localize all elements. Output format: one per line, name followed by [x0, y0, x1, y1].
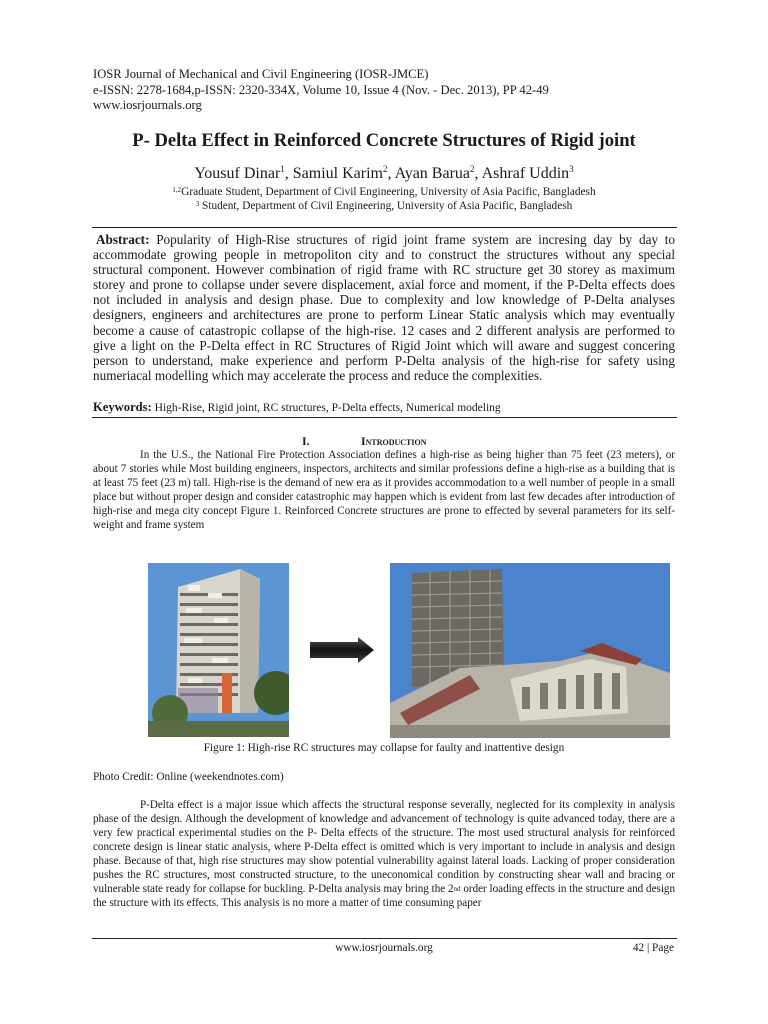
- photo-credit: Photo Credit: Online (weekendnotes.com): [93, 771, 284, 783]
- ordinal-sup: nd: [453, 885, 461, 893]
- author-name: Ayan Barua: [394, 165, 470, 182]
- paragraph-text-cont: order loading effects in the structure and design the structure with its effects. This analysis is no more a matter of time consuming paper: [93, 883, 675, 909]
- right-arrow-icon: [310, 637, 374, 663]
- author-sup: 3: [569, 164, 574, 174]
- affiliation-sup: 1,2: [172, 186, 182, 194]
- collapsed-building-illustration: [390, 563, 670, 738]
- paragraph-text: P-Delta effect is a major issue which affects the structural response severally, neglected for its complexity in analysis phase of the design. Although the development of knowledge and advancement of technology is quite advanced today, there are a very few practical experimental studies on the P- Delta effects of the structure. The most used structural analysis for reinforced concrete design is linear static analysis, where P-Delta effect is omitted which is very important to include in analysis and design phase. Because of that, high rise structures may show potential vulnerability against lateral loads. Lacking of proper consideration pushes the RC structures, most constructed structure, to the uneconomical condition by constructing shear wall and bracing or vulnerable state ready for collapse for buckling. P-Delta analysis may bring the 2: [93, 799, 675, 895]
- keywords-text: High-Rise, Rigid joint, RC structures, P-Delta effects, Numerical modeling: [151, 402, 501, 414]
- author-sep: ,: [284, 165, 293, 182]
- author-name: Samiul Karim: [292, 165, 383, 182]
- figure-1: [0, 563, 768, 740]
- abstract: [93, 232, 675, 383]
- figure-caption: Figure 1: High-rise RC structures may collapse for faulty and inattentive design: [203, 742, 565, 754]
- keywords: [93, 400, 675, 415]
- intro-paragraph: In the U.S., the National Fire Protection Association defines a high-rise as being higher than 75 feet (23 meters), or about 7 stories while Most building engineers, inspectors, architects and similar professions define a high-rise as a building that is at least 75 feet (23 m) tall. High-rise is the demand of new era as it provides accommodation to a well number of people in a small place but without proper design and consider catastrophic may happen which is evident from last few decades after introduction of high-rise and mega city concept Figure 1. Reinforced Concrete structures are prone to effected by several parameters for its self-weight and frame system: [93, 449, 675, 531]
- journal-issn: e-ISSN: 2278-1684,p-ISSN: 2320-334X, Volume 10, Issue 4 (Nov. - Dec. 2013), PP 42-49: [93, 82, 549, 97]
- paper-title: P- Delta Effect in Reinforced Concrete Structures of Rigid joint: [132, 130, 636, 151]
- body-paragraph: [93, 798, 675, 910]
- keywords-label: Keywords:: [93, 400, 152, 414]
- journal-header: [93, 67, 693, 114]
- section-number: I.: [302, 434, 310, 448]
- author-list: [0, 165, 768, 183]
- journal-url: www.iosrjournals.org: [93, 98, 202, 112]
- author-sep: ,: [474, 165, 482, 182]
- collapsed-building-photo: [390, 563, 670, 738]
- footer-url: www.iosrjournals.org: [335, 942, 433, 954]
- section-title: Introduction: [361, 434, 427, 448]
- author-name: Yousuf Dinar: [194, 165, 281, 182]
- highrise-building-photo: [148, 563, 289, 737]
- affiliation-text: Student, Department of Civil Engineering, University of Asia Pacific, Bangladesh: [199, 200, 573, 212]
- author-name: Ashraf Uddin: [481, 165, 570, 182]
- highrise-building-illustration: [148, 563, 289, 737]
- abstract-text: Popularity of High-Rise structures of rigid joint frame system are incresing day by day to accommodate growing people in metropoliton city and to construct the structures without any special structural component. However combination of rigid frame with RC structure get 30 storey as maximum storey and prone to collapse under severe displacement, axial force and moment, if the P-Delta effects does not included in analysis and design phase. Due to complexity and low knowledge of P-Delta analyses designers, engineers and architectures are prone to perform Linear Static analysis which may eventually become a cause of catastropic collapse of the high-rise. 12 cases and 2 different analysis are performed to give a light on the P-Delta effect in RC Structures of Rigid Joint which will aware and suggest concering person to understand, make experience and perform P-Delta analysis of the high-rise for safety using numeriacal modelling which may accelerate the process and reduce the complexities.: [93, 232, 676, 383]
- author-sup: 2: [470, 164, 475, 174]
- abstract-top-rule: [92, 227, 677, 228]
- affiliation: [0, 200, 768, 212]
- abstract-bottom-rule: [92, 417, 677, 418]
- author-sep: ,: [387, 165, 395, 182]
- affiliation-text: Graduate Student, Department of Civil Engineering, University of Asia Pacific, Bangladesh: [181, 186, 596, 198]
- page-number: 42 | Page: [632, 942, 674, 954]
- affiliation-sup: 3: [195, 200, 200, 208]
- affiliation: [0, 186, 768, 198]
- footer-rule: [92, 938, 677, 939]
- author-sup: 2: [382, 164, 388, 174]
- author-sup: 1: [280, 164, 285, 174]
- abstract-label: Abstract:: [96, 232, 150, 247]
- journal-name: IOSR Journal of Mechanical and Civil Engineering (IOSR-JMCE): [93, 67, 429, 81]
